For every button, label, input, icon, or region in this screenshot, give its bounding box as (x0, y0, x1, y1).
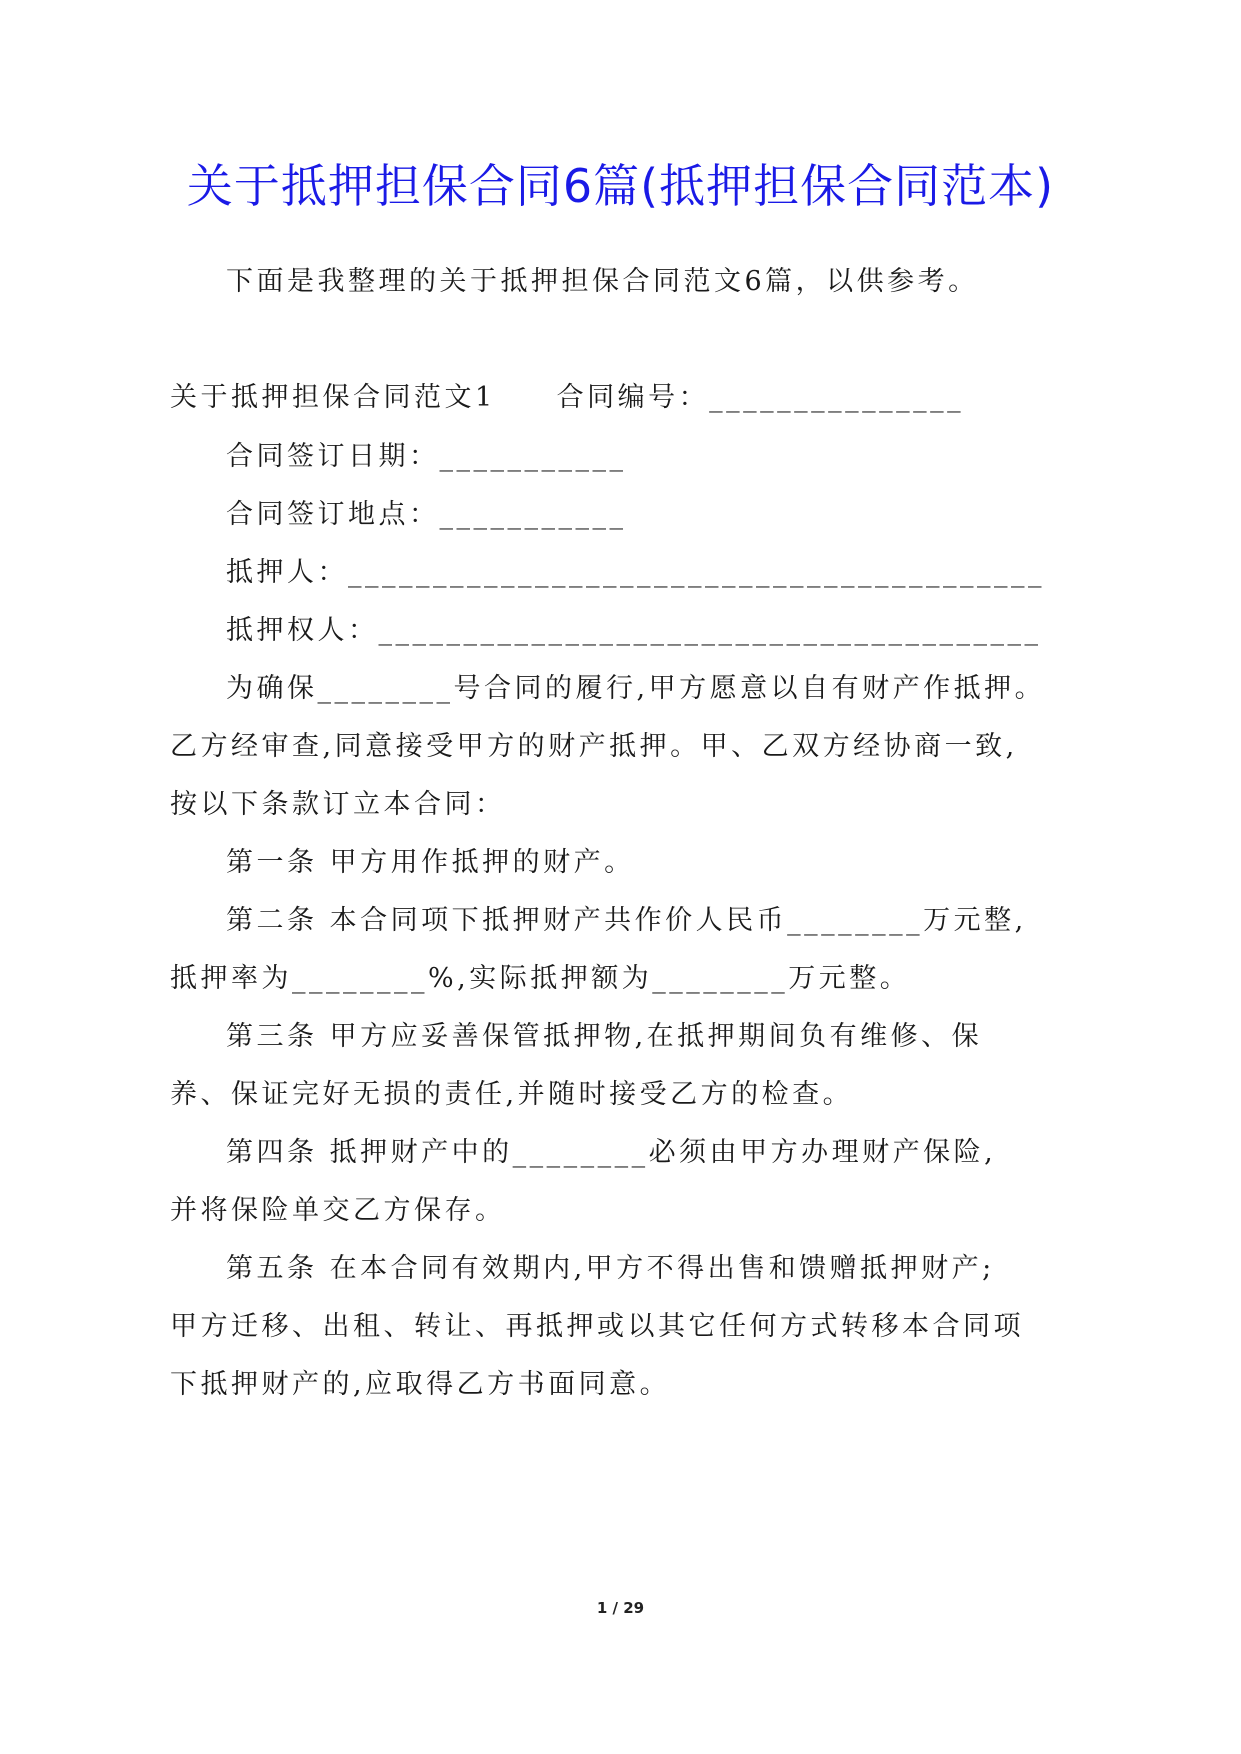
page-indicator: 1 / 29 (596, 1599, 645, 1617)
body-line: 乙方经审查,同意接受甲方的财产抵押。甲、乙双方经协商一致, (170, 731, 1018, 762)
article-1-line: 第一条 甲方用作抵押的财产。 (226, 847, 635, 878)
article-3-line: 第三条 甲方应妥善保管抵押物,在抵押期间负有维修、保 (226, 1021, 983, 1052)
article-4-line: 第四条 抵押财产中的________必须由甲方办理财产保险, (226, 1137, 997, 1168)
mortgagee-line: 抵押权人：_______________________________________ (226, 615, 1042, 646)
contract-number-line: 关于抵押担保合同范文1 合同编号：_______________ (170, 382, 965, 413)
mortgagor-line: 抵押人：_________________________________________ (226, 557, 1045, 588)
body-line: 按以下条款订立本合同： (170, 789, 506, 820)
article-5-line: 甲方迁移、出租、转让、再抵押或以其它任何方式转移本合同项 (170, 1311, 1024, 1342)
article-5-line: 第五条 在本合同有效期内,甲方不得出售和馈赠抵押财产; (226, 1253, 995, 1284)
intro-paragraph: 下面是我整理的关于抵押担保合同范文6篇，以供参考。 (226, 266, 979, 297)
signing-place-line: 合同签订地点：___________ (226, 499, 627, 530)
article-3-line: 养、保证完好无损的责任,并随时接受乙方的检查。 (170, 1079, 854, 1110)
article-2-line: 第二条 本合同项下抵押财产共作价人民币________万元整, (226, 905, 1027, 936)
document-title: 关于抵押担保合同6篇(抵押担保合同范本) (186, 159, 1055, 213)
article-4-line: 并将保险单交乙方保存。 (170, 1195, 506, 1226)
signing-date-line: 合同签订日期：___________ (226, 441, 627, 472)
article-5-line: 下抵押财产的,应取得乙方书面同意。 (170, 1369, 671, 1400)
body-line: 为确保________号合同的履行,甲方愿意以自有财产作抵押。 (226, 673, 1046, 704)
article-2-line: 抵押率为________%,实际抵押额为________万元整。 (170, 963, 911, 994)
